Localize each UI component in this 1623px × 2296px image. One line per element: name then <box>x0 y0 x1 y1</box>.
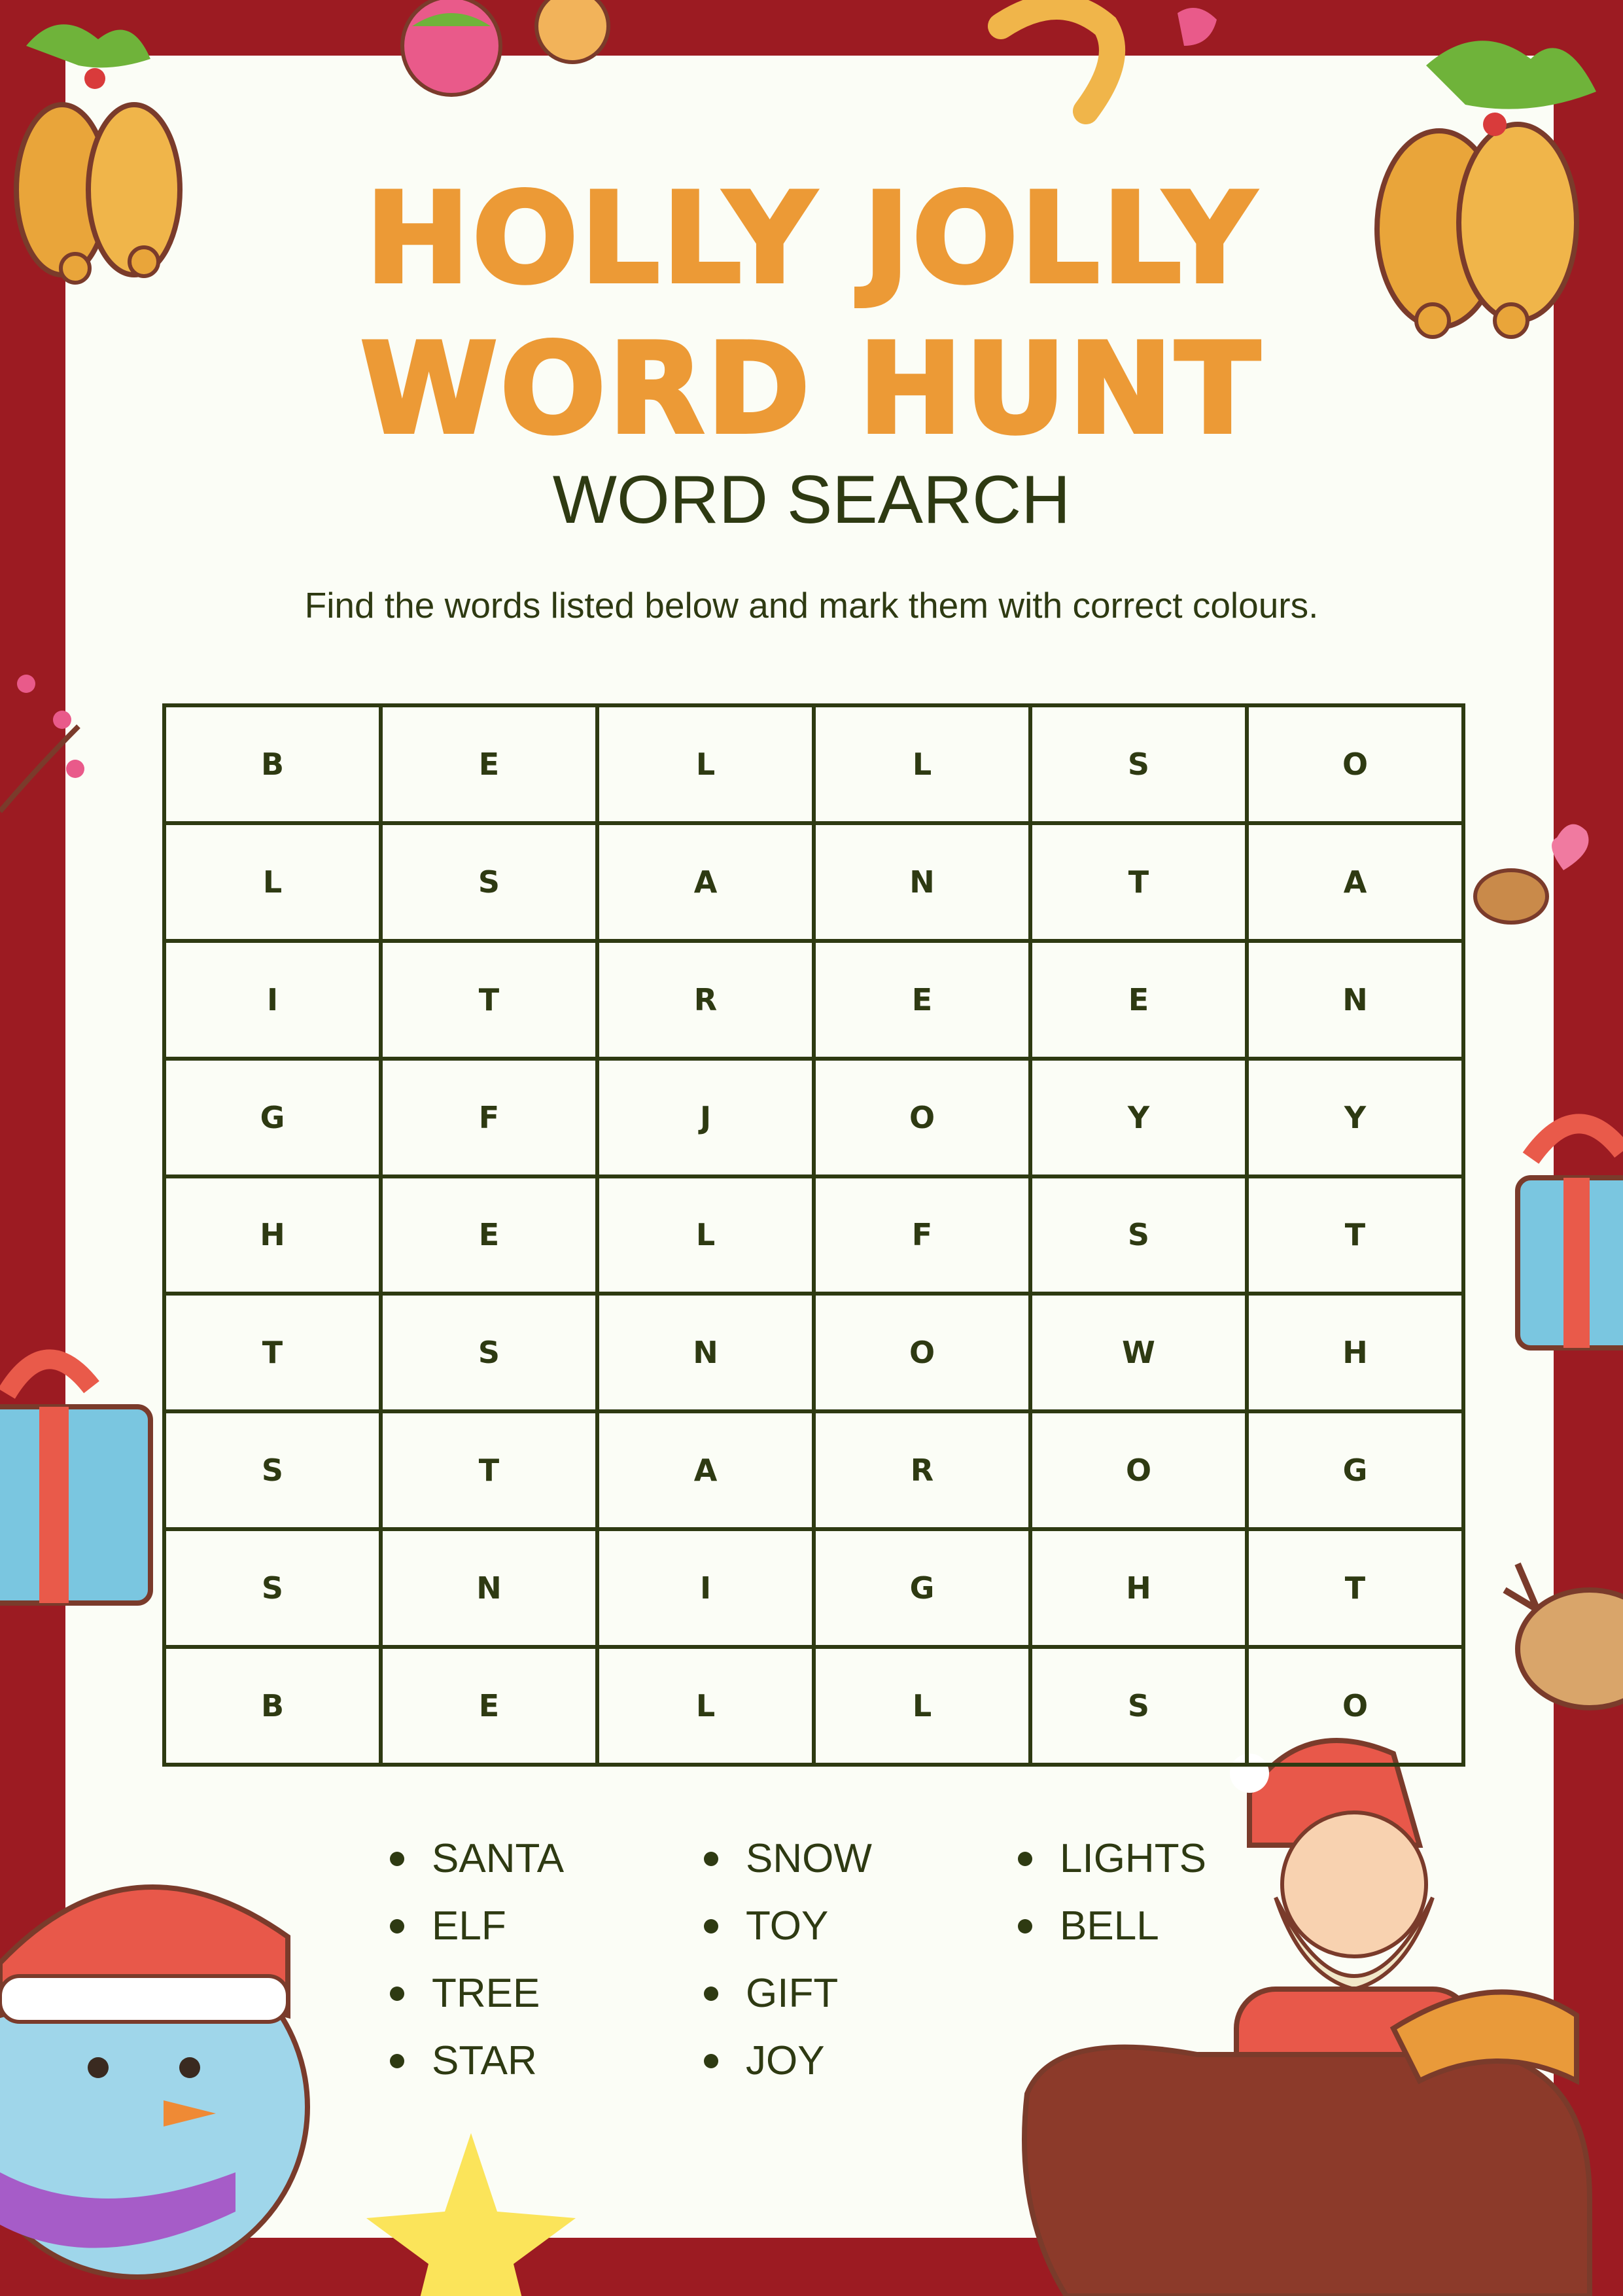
grid-cell[interactable]: R <box>814 1411 1030 1529</box>
grid-cell[interactable]: I <box>597 1529 814 1647</box>
word-list-item: SNOW <box>700 1839 872 1906</box>
ornaments-top-illustration <box>393 0 628 111</box>
word-list-item: JOY <box>700 2041 872 2108</box>
grid-cell[interactable]: Y <box>1247 1059 1463 1176</box>
grid-cell[interactable]: Y <box>1030 1059 1247 1176</box>
grid-cell[interactable]: O <box>814 1059 1030 1176</box>
grid-cell[interactable]: E <box>381 1647 597 1765</box>
grid-cell[interactable]: E <box>381 1176 597 1294</box>
grid-cell[interactable]: E <box>1030 941 1247 1059</box>
grid-cell[interactable]: B <box>164 705 381 823</box>
word-list-column-1 <box>386 1836 565 2108</box>
grid-cell[interactable]: O <box>1030 1411 1247 1529</box>
grid-cell[interactable]: F <box>814 1176 1030 1294</box>
grid-cell[interactable]: T <box>381 1411 597 1529</box>
reindeer-hearts-illustration <box>1472 811 1603 929</box>
grid-cell[interactable]: S <box>1030 1176 1247 1294</box>
grid-cell[interactable]: L <box>164 823 381 941</box>
word-list-item: STAR <box>386 2041 564 2108</box>
grid-cell[interactable]: S <box>1030 705 1247 823</box>
grid-cell[interactable]: L <box>597 705 814 823</box>
grid-cell[interactable]: B <box>164 1647 381 1765</box>
grid-row <box>164 941 1463 1059</box>
grid-cell[interactable]: L <box>597 1647 814 1765</box>
grid-cell[interactable]: N <box>1247 941 1463 1059</box>
grid-cell[interactable]: O <box>1247 1647 1463 1765</box>
gift-left-illustration <box>0 1302 170 1669</box>
grid-cell[interactable]: L <box>814 705 1030 823</box>
grid-cell[interactable]: S <box>164 1411 381 1529</box>
grid-cell[interactable]: H <box>1030 1529 1247 1647</box>
grid-cell[interactable]: H <box>1247 1294 1463 1411</box>
word-list-item: SANTA <box>386 1839 564 1906</box>
grid-cell[interactable]: N <box>597 1294 814 1411</box>
grid-cell[interactable]: G <box>164 1059 381 1176</box>
grid-cell[interactable]: O <box>814 1294 1030 1411</box>
word-list-item: GIFT <box>700 1973 872 2041</box>
grid-cell[interactable]: H <box>164 1176 381 1294</box>
word-list-item: LIGHTS <box>1014 1839 1206 1906</box>
santa-sleigh-illustration <box>1001 1714 1623 2296</box>
reindeer-right-illustration <box>1478 1525 1623 1721</box>
holly-berry-branch-illustration <box>0 661 105 844</box>
word-list-column-3 <box>1014 1836 1206 1973</box>
grid-row <box>164 1529 1463 1647</box>
grid-row <box>164 1176 1463 1294</box>
grid-row <box>164 1059 1463 1176</box>
grid-cell[interactable]: I <box>164 941 381 1059</box>
word-search-grid <box>162 703 1465 1767</box>
grid-cell[interactable]: O <box>1247 705 1463 823</box>
grid-cell[interactable]: S <box>1030 1647 1247 1765</box>
word-list-item: BELL <box>1014 1906 1206 1973</box>
grid-row <box>164 1647 1463 1765</box>
grid-cell[interactable]: A <box>1247 823 1463 941</box>
candy-cane-illustration <box>962 0 1236 131</box>
word-list-column-2 <box>700 1836 872 2108</box>
grid-cell[interactable]: R <box>597 941 814 1059</box>
grid-cell[interactable]: N <box>381 1529 597 1647</box>
grid-cell[interactable]: A <box>597 823 814 941</box>
grid-cell[interactable]: G <box>814 1529 1030 1647</box>
word-list-item: TOY <box>700 1906 872 1973</box>
grid-cell[interactable]: T <box>164 1294 381 1411</box>
grid-cell[interactable]: W <box>1030 1294 1247 1411</box>
grid-cell[interactable]: T <box>1030 823 1247 941</box>
grid-cell[interactable]: L <box>597 1176 814 1294</box>
subtitle: WORD SEARCH <box>552 462 1071 538</box>
grid-cell[interactable]: G <box>1247 1411 1463 1529</box>
grid-cell[interactable]: S <box>164 1529 381 1647</box>
grid-row <box>164 705 1463 823</box>
grid-cell[interactable]: S <box>381 823 597 941</box>
grid-cell[interactable]: T <box>1247 1529 1463 1647</box>
grid-cell[interactable]: E <box>381 705 597 823</box>
grid-cell[interactable]: J <box>597 1059 814 1176</box>
grid-cell[interactable]: N <box>814 823 1030 941</box>
grid-cell[interactable]: T <box>1247 1176 1463 1294</box>
grid-cell[interactable]: E <box>814 941 1030 1059</box>
grid-row <box>164 823 1463 941</box>
grid-cell[interactable]: S <box>381 1294 597 1411</box>
word-list-item: TREE <box>386 1973 564 2041</box>
title-line-2: WORD HUNT <box>360 317 1263 461</box>
grid-cell[interactable]: L <box>814 1647 1030 1765</box>
instructions: Find the words listed below and mark them with correct colours. <box>304 585 1319 626</box>
word-list-item: ELF <box>386 1906 564 1973</box>
star-illustration <box>360 2127 582 2296</box>
grid-row <box>164 1411 1463 1529</box>
grid-cell[interactable]: F <box>381 1059 597 1176</box>
snowman-illustration <box>0 1806 340 2296</box>
gift-right-illustration <box>1492 1080 1623 1394</box>
grid-cell[interactable]: T <box>381 941 597 1059</box>
grid-cell[interactable]: A <box>597 1411 814 1529</box>
grid-row <box>164 1294 1463 1411</box>
title-line-1: HOLLY JOLLY <box>365 166 1258 311</box>
